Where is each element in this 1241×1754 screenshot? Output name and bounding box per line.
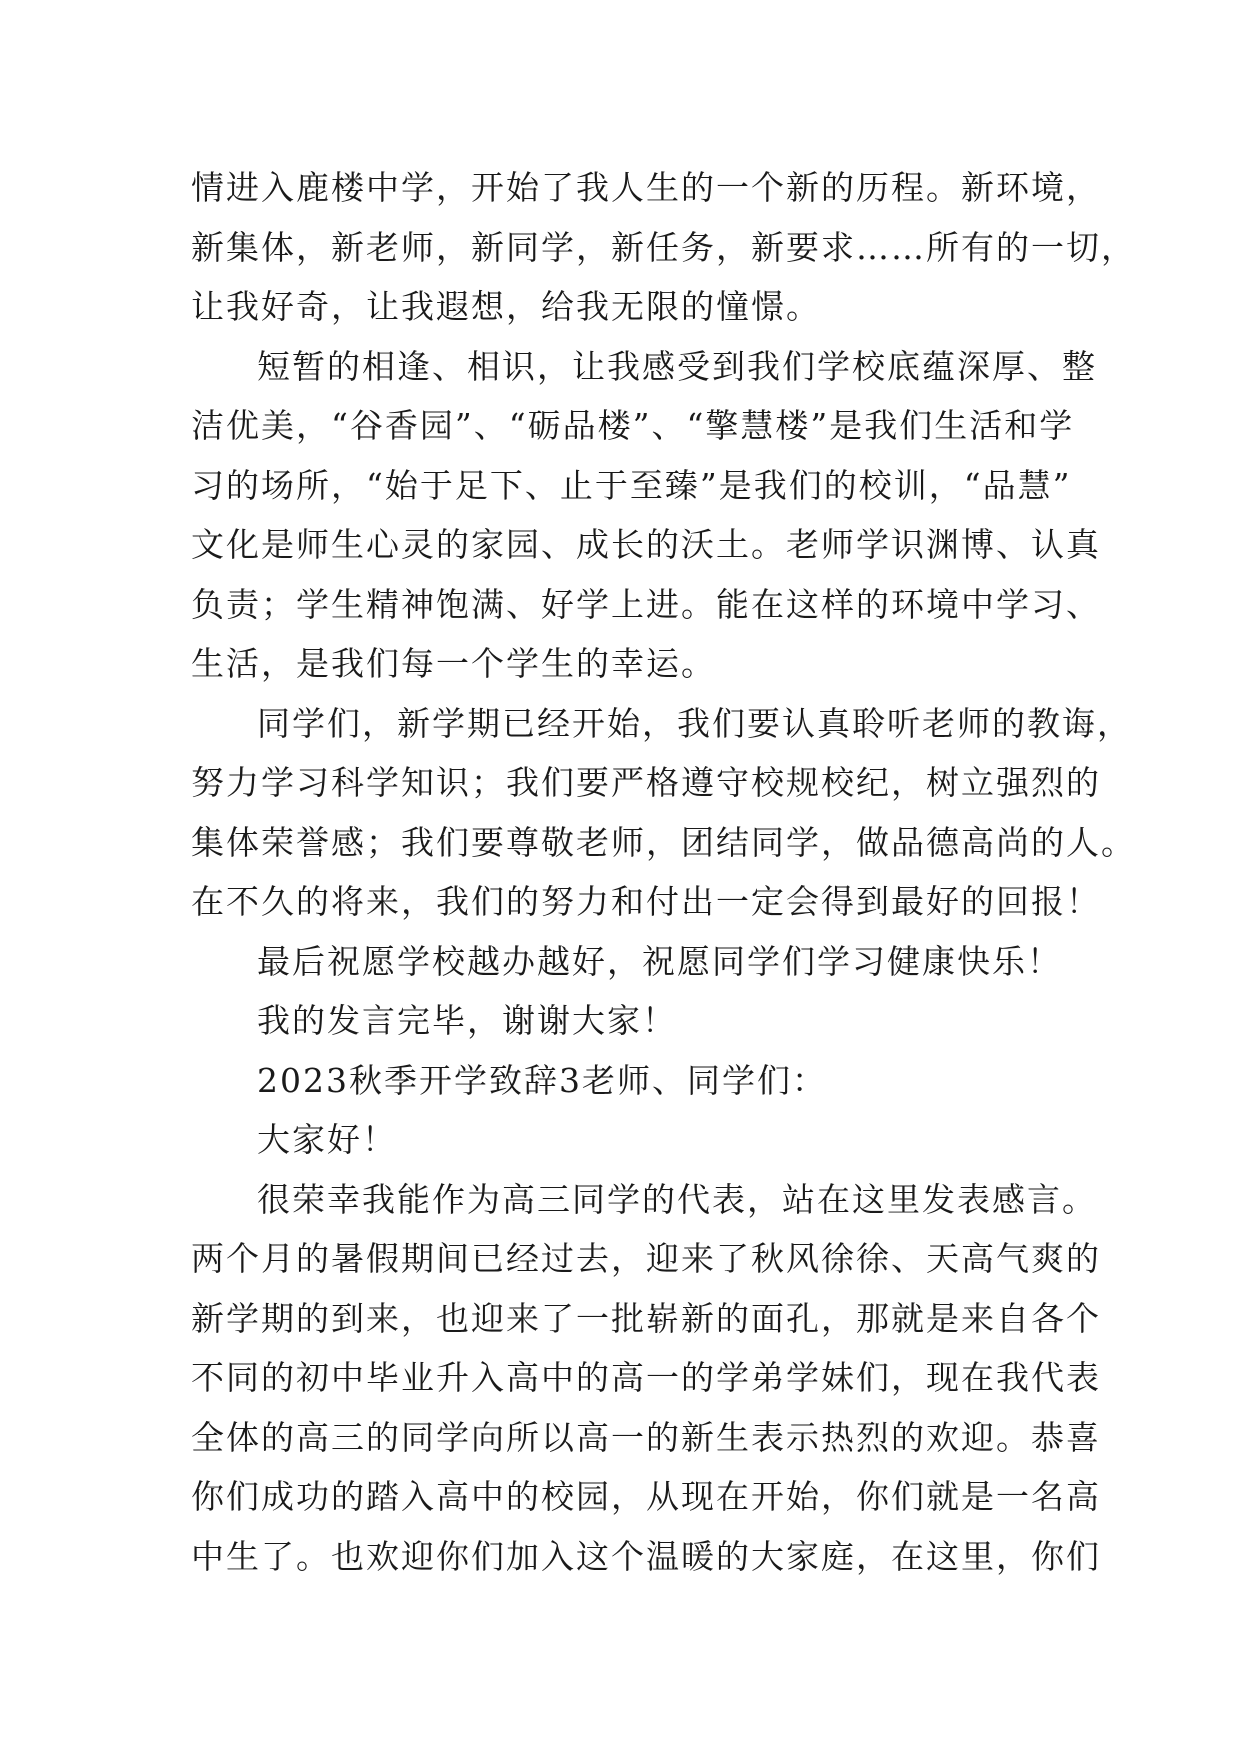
text-line: 你们成功的踏入高中的校园，从现在开始，你们就是一名高 xyxy=(191,1477,1101,1516)
text-line: 集体荣誉感；我们要尊敬老师，团结同学，做品德高尚的人。 xyxy=(191,822,1136,862)
text-line: 新学期的到来，也迎来了一批崭新的面孔，那就是来自各个 xyxy=(191,1298,1101,1338)
text-line: 全体的高三的同学向所以高一的新生表示热烈的欢迎。恭喜 xyxy=(191,1417,1101,1457)
text-line: 中生了。也欢迎你们加入这个温暖的大家庭，在这里，你们 xyxy=(191,1536,1101,1576)
greeting-line: 大家好！ xyxy=(257,1120,397,1159)
text-line: 文化是师生心灵的家园、成长的沃土。老师学识渊博、认真 xyxy=(191,525,1101,564)
paragraph-start-line: 短暂的相逢、相识，让我感受到我们学校底蕴深厚、整 xyxy=(257,346,1097,386)
text-line: 不同的初中毕业升入高中的高一的学弟学妹们，现在我代表 xyxy=(191,1358,1101,1397)
text-line: 洁优美，“谷香园”、“砺品楼”、“擎慧楼”是我们生活和学 xyxy=(191,406,1075,445)
text-line: 情进入鹿楼中学，开始了我人生的一个新的历程。新环境， xyxy=(191,168,1101,207)
text-line: 新集体，新老师，新同学，新任务，新要求……所有的一切， xyxy=(191,227,1136,267)
paragraph-start-line: 同学们，新学期已经开始，我们要认真聆听老师的教诲， xyxy=(257,703,1132,743)
paragraph-start-line: 很荣幸我能作为高三同学的代表，站在这里发表感言。 xyxy=(257,1179,1097,1219)
document-body xyxy=(191,158,1136,1586)
paragraph-start-line: 我的发言完毕，谢谢大家！ xyxy=(257,1001,677,1040)
text-line: 努力学习科学知识；我们要严格遵守校规校纪，树立强烈的 xyxy=(191,763,1101,802)
text-line: 生活，是我们每一个学生的幸运。 xyxy=(191,644,716,683)
text-line: 两个月的暑假期间已经过去，迎来了秋风徐徐、天高气爽的 xyxy=(191,1239,1101,1278)
text-line: 让我好奇，让我遐想，给我无限的憧憬。 xyxy=(191,287,821,326)
text-line: 在不久的将来，我们的努力和付出一定会得到最好的回报！ xyxy=(191,882,1101,921)
paragraph-start-line: 最后祝愿学校越办越好，祝愿同学们学习健康快乐！ xyxy=(257,941,1062,981)
text-line: 习的场所，“始于足下、止于至臻”是我们的校训，“品慧” xyxy=(191,465,1072,505)
speech-title-line: 2023秋季开学致辞3老师、同学们： xyxy=(257,1060,827,1100)
text-line: 负责；学生精神饱满、好学上进。能在这样的环境中学习、 xyxy=(191,584,1101,624)
